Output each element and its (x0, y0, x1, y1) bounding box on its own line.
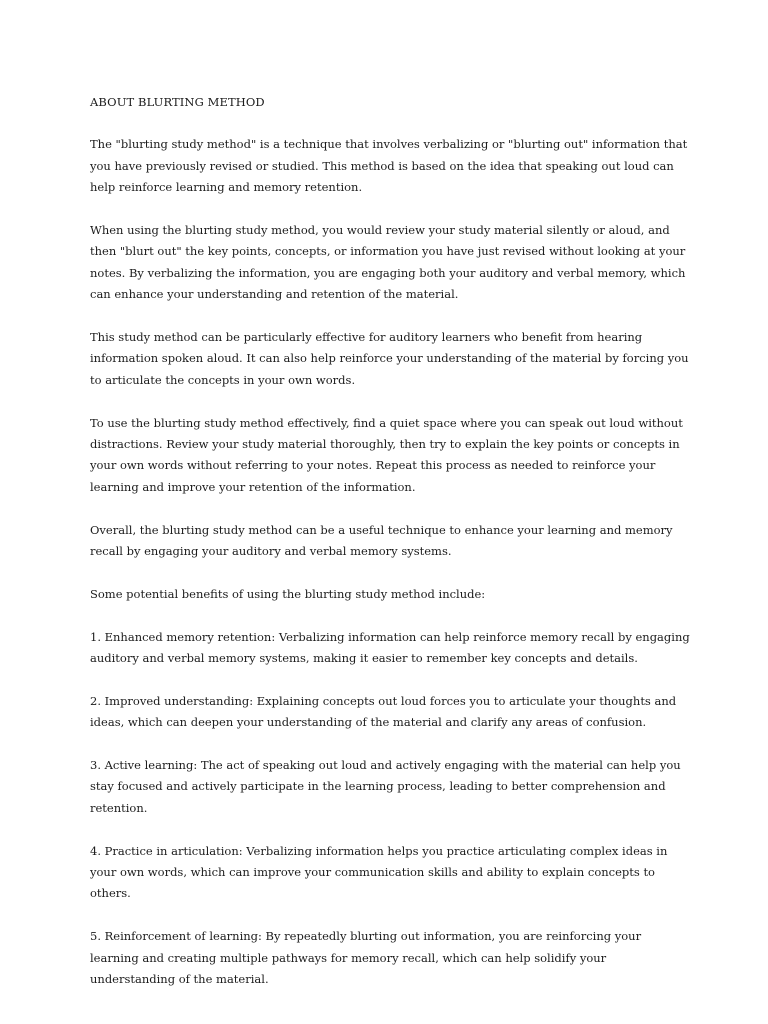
paragraph-benefits-intro: Some potential benefits of using the blurting study method include: (90, 586, 486, 601)
benefit-item-4: 4. Practice in articulation: Verbalizing information helps you practice articulating complex ideas in your own words, which can improve your communication skills and ability to explain concepts to others. (90, 843, 668, 901)
document-title: ABOUT BLURTING METHOD (90, 95, 265, 109)
paragraph-intro: The "blurting study method" is a technique that involves verbalizing or "blurting out" information that you have previously revised or studied. This method is based on the idea that speaking out loud can help reinforce learning and memory retention. (90, 137, 688, 195)
benefit-item-5: 5. Reinforcement of learning: By repeatedly blurting out information, you are reinforcing your learning and creating multiple pathways for memory recall, which can help solidify your understanding of the material. (90, 929, 642, 987)
paragraph-auditory-learners: This study method can be particularly effective for auditory learners who benefit from hearing information spoken aloud. It can also help reinforce your understanding of the material by forcing you to articulate the concepts in your own words. (90, 330, 689, 387)
paragraph-how-to-use: To use the blurting study method effectively, find a quiet space where you can speak out loud without distractions. Review your study material thoroughly, then try to explain the key points or concepts in your own words without referring to your notes. Repeat this process as needed to reinforce your learning and improve your retention of the information. (90, 415, 683, 494)
document-page (90, 92, 690, 1012)
benefit-item-3: 3. Active learning: The act of speaking out loud and actively engaging with the material can help you stay focused and actively participate in the learning process, leading to better comprehension and retention. (90, 758, 681, 815)
benefit-item-1: 1. Enhanced memory retention: Verbalizing information can help reinforce memory recall by engaging auditory and verbal memory systems, making it easier to remember key concepts and details. (90, 629, 690, 666)
paragraph-overall: Overall, the blurting study method can be a useful technique to enhance your learning and memory recall by engaging your auditory and verbal memory systems. (90, 522, 673, 559)
benefit-item-2: 2. Improved understanding: Explaining concepts out loud forces you to articulate your thoughts and ideas, which can deepen your understanding of the material and clarify any areas of confusion. (90, 693, 677, 730)
paragraph-usage: When using the blurting study method, you would review your study material silently or aloud, and then "blurt out" the key points, concepts, or information you have just revised without looking at your notes. By verbalizing the information, you are engaging both your auditory and verbal memory, which can enhance your understanding and retention of the material. (90, 223, 686, 302)
